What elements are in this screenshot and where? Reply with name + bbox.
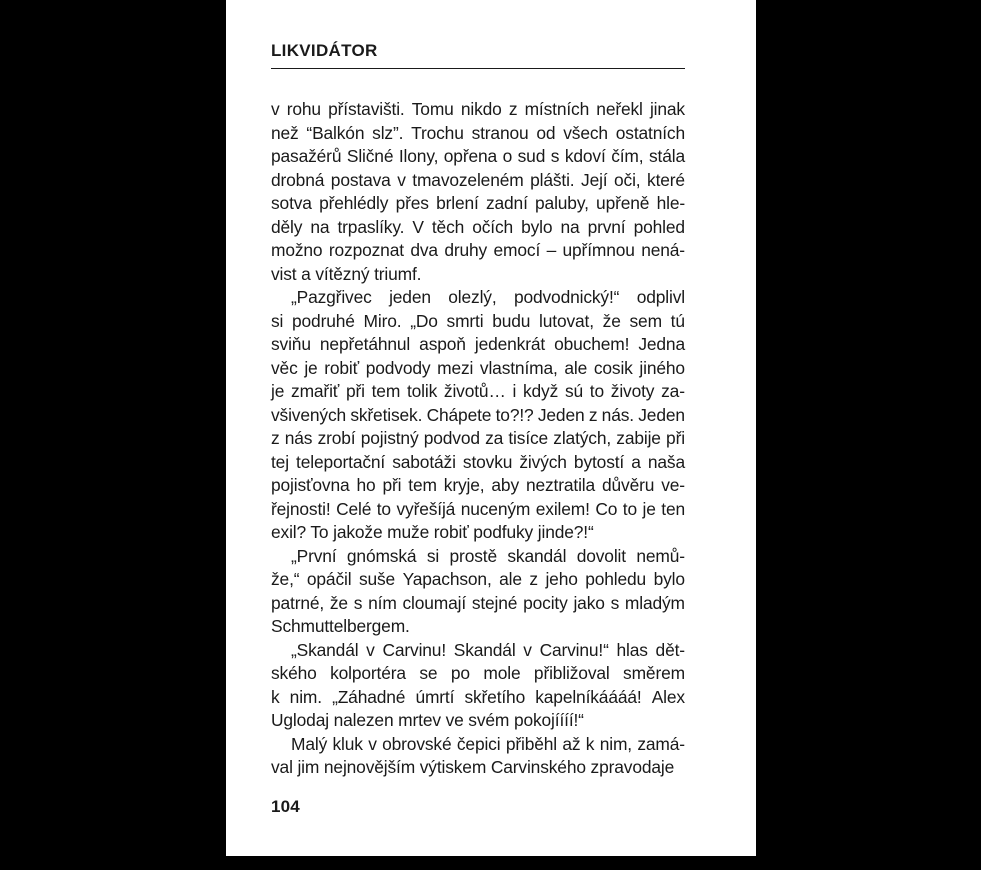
word: tem <box>408 475 437 495</box>
word: „První <box>291 545 337 566</box>
text-line <box>271 169 685 193</box>
word: zadní <box>485 193 528 213</box>
running-head: LIKVIDÁTOR <box>271 41 378 60</box>
word: důvěru <box>601 475 655 495</box>
word: smrti <box>446 310 484 331</box>
word: možno <box>271 240 323 260</box>
word: kryje, <box>443 475 485 495</box>
word: tej <box>271 451 289 472</box>
text-line <box>271 427 685 451</box>
word: přehlédly <box>319 193 389 213</box>
word: pohledu <box>585 569 647 589</box>
word: že <box>329 592 348 613</box>
text-line <box>271 404 685 428</box>
word: to <box>589 381 605 401</box>
word: odplivl <box>636 287 685 307</box>
word: bylo <box>653 569 685 589</box>
word: se <box>419 663 438 683</box>
text-line <box>271 192 685 216</box>
word: ale <box>499 569 522 589</box>
word: Yapachson, <box>402 569 492 589</box>
word: z <box>508 99 518 119</box>
word: upřeně <box>596 193 650 213</box>
book-page <box>226 0 756 856</box>
word: kolportéra <box>330 663 406 683</box>
word: nim. <box>289 686 322 707</box>
word: podvodnický!“ <box>513 287 620 307</box>
text-line <box>271 380 685 404</box>
word: Carvinu! <box>382 639 447 660</box>
word: pasažérů <box>271 146 342 166</box>
word: exilem! <box>535 498 590 519</box>
text-line: exil? To jakože muže robiť podfuky jinde?!“ <box>271 522 594 542</box>
word: Jedna <box>638 334 685 354</box>
word: skandál <box>507 545 567 566</box>
paragraph <box>271 639 685 733</box>
text-line <box>271 122 685 146</box>
word: stovku <box>462 451 513 472</box>
word: mezi <box>437 357 474 378</box>
word: si <box>426 545 440 566</box>
word: obuchem! <box>554 334 630 354</box>
word: ostatních <box>615 122 685 143</box>
word: sud <box>517 146 546 166</box>
word: podvod <box>423 428 480 448</box>
word: Její <box>581 169 608 190</box>
text-line <box>271 662 685 686</box>
word: obrovské <box>382 733 452 754</box>
word: v <box>366 639 375 660</box>
word: aspoň <box>419 334 466 354</box>
word: od <box>536 122 556 143</box>
word: s <box>550 146 560 166</box>
word: tem <box>371 381 401 401</box>
word: neřekl <box>596 99 643 119</box>
word: s <box>353 592 363 613</box>
word: nikdo <box>460 99 502 119</box>
word: opřena <box>443 146 498 166</box>
word: že <box>602 310 621 331</box>
word: čepici <box>456 733 501 754</box>
word: zmařiť <box>291 381 340 401</box>
text-line: Uglodaj nalezen mrtev ve svém pokojíííí!“ <box>271 710 584 730</box>
word: Trochu <box>411 122 464 143</box>
word: Co <box>595 498 618 519</box>
word: přiběhl <box>505 733 557 754</box>
word: pojistný <box>360 428 419 448</box>
word: budu <box>492 310 531 331</box>
word: místních <box>524 99 590 119</box>
word: přibližoval <box>533 663 610 683</box>
word: drobná <box>271 169 325 190</box>
word: pohled <box>633 216 685 237</box>
word: Jeden <box>638 404 685 425</box>
word: jeden <box>389 287 431 307</box>
text-line <box>271 357 685 381</box>
word: bytostí <box>573 451 625 472</box>
word: paluby, <box>535 193 589 213</box>
word: Tomu <box>411 99 454 119</box>
word: ten <box>661 498 685 519</box>
word: je <box>304 357 318 378</box>
word: tolik <box>406 381 438 401</box>
word: nuceným <box>460 498 531 519</box>
word: řejnosti! <box>271 498 331 519</box>
word: „Pazgřivec <box>291 287 372 307</box>
word: mole <box>483 663 521 683</box>
word: zabije <box>616 428 661 448</box>
word: všech <box>563 122 608 143</box>
word: zrobí <box>317 428 356 448</box>
word: při <box>666 428 685 448</box>
word: trpaslíky. <box>337 216 405 237</box>
word: na <box>560 216 580 237</box>
word: naša <box>647 451 685 472</box>
paragraph <box>271 545 685 639</box>
word: lutovat, <box>539 310 594 331</box>
word: jeho <box>545 569 578 589</box>
text-line <box>271 216 685 240</box>
word: druhy <box>444 240 488 260</box>
word: které <box>647 169 685 190</box>
word: opáčil <box>306 569 352 589</box>
word: sotva <box>271 193 312 213</box>
word: upřímnou <box>562 240 635 260</box>
word: v <box>368 733 377 754</box>
word: dovolit <box>576 545 626 566</box>
word: dět- <box>655 639 685 660</box>
word: gnómská <box>346 545 417 566</box>
word: hlas <box>616 639 648 660</box>
word: první <box>587 216 626 237</box>
word: dva <box>410 240 438 260</box>
word: úmrtí <box>415 686 455 707</box>
text-line <box>271 98 685 122</box>
word: si <box>271 310 284 331</box>
word: o <box>502 146 513 166</box>
text-line: Schmuttelbergem. <box>271 616 410 636</box>
word: že,“ <box>271 569 300 589</box>
word: rohu <box>286 99 321 119</box>
word: oči, <box>614 169 641 190</box>
word: bylo <box>521 216 553 237</box>
word: věc <box>271 357 298 378</box>
word: Ilony, <box>398 146 439 166</box>
word: emocí <box>493 240 541 260</box>
text-line <box>271 592 685 616</box>
word: životů… <box>443 381 506 401</box>
word: suše <box>358 569 396 589</box>
word: patrné, <box>271 592 325 613</box>
word: robiť <box>324 357 360 378</box>
word: Skandál <box>453 639 516 660</box>
word: „Do <box>410 310 438 331</box>
word: podruhé <box>292 310 355 331</box>
word: je <box>271 381 285 401</box>
word: stranou <box>471 122 529 143</box>
word: nepřetáhnul <box>319 334 411 354</box>
word: nemů- <box>636 545 685 566</box>
word: stejné <box>471 592 518 613</box>
word: pocity <box>523 592 568 613</box>
word: tisíce <box>508 428 549 448</box>
word: vlastníma, <box>479 357 558 378</box>
word: k <box>271 686 280 707</box>
word: v <box>271 99 280 119</box>
text-line <box>271 310 685 334</box>
text-line <box>271 239 685 263</box>
word: sabotáži <box>392 451 456 472</box>
word: jiného <box>639 357 685 378</box>
word: mladým <box>624 592 685 613</box>
word: „Záhadné <box>332 686 406 707</box>
word: nim, <box>599 733 632 754</box>
word: i <box>512 381 517 401</box>
word: nená- <box>641 240 685 260</box>
word: ale <box>564 357 588 378</box>
text-line <box>271 686 685 710</box>
word: zlatých, <box>553 428 612 448</box>
word: Miro. <box>363 310 402 331</box>
word: až <box>562 733 581 754</box>
word: než <box>271 122 299 143</box>
word: na <box>310 216 330 237</box>
word: životy <box>610 381 655 401</box>
word: jedenkrát <box>474 334 546 354</box>
page-header <box>271 42 685 69</box>
word: když <box>522 381 559 401</box>
text-line <box>271 568 685 592</box>
text-line <box>271 639 685 663</box>
word: tú <box>670 310 685 331</box>
word: po <box>450 663 470 683</box>
text-line <box>271 733 685 757</box>
word: ského <box>271 663 317 683</box>
word: Malý <box>291 733 328 754</box>
word: neztratila <box>525 475 596 495</box>
word: těch <box>431 216 465 237</box>
word: kdoví <box>564 146 606 166</box>
page-body-text <box>271 98 685 780</box>
word: všivených <box>271 404 347 425</box>
word: nás <box>284 428 313 448</box>
word: stála <box>648 146 685 166</box>
word: při <box>382 475 402 495</box>
word: tmavozeleném <box>412 169 524 190</box>
word: z <box>588 404 598 425</box>
word: z <box>271 428 280 448</box>
paragraph <box>271 733 685 780</box>
word: Celé <box>336 498 372 519</box>
text-line <box>271 545 685 569</box>
word: jako <box>573 592 605 613</box>
word: v <box>523 639 532 660</box>
word: “Balkón <box>306 122 365 143</box>
word: „Skandál <box>291 639 359 660</box>
word: prostě <box>449 545 497 566</box>
text-line: vist a vítězný triumf. <box>271 263 422 284</box>
word: kluk <box>332 733 363 754</box>
text-line <box>271 333 685 357</box>
word: postava <box>330 169 391 190</box>
word: Chápete <box>426 404 492 425</box>
word: děly <box>271 216 303 237</box>
word: ním <box>368 592 397 613</box>
word: podvody <box>365 357 431 378</box>
word: přes <box>395 193 429 213</box>
word: sem <box>629 310 662 331</box>
word: a <box>631 451 641 472</box>
word: to <box>622 498 637 519</box>
text-line <box>271 286 685 310</box>
word: to <box>376 498 391 519</box>
word: ho <box>356 475 376 495</box>
text-line <box>271 498 685 522</box>
word: živých <box>519 451 567 472</box>
word: za- <box>661 381 685 401</box>
word: Carvinu!“ <box>539 639 609 660</box>
text-line <box>271 145 685 169</box>
word: Alex <box>651 686 685 707</box>
word: za <box>485 428 504 448</box>
word: skřetího <box>464 686 526 707</box>
word: k <box>585 733 595 754</box>
paragraph <box>271 286 685 545</box>
word: očích <box>472 216 514 237</box>
word: nás. <box>601 404 634 425</box>
word: vyřešíjá <box>396 498 456 519</box>
word: skřetisek. <box>350 404 423 425</box>
word: čím, <box>611 146 644 166</box>
word: to?!? <box>495 404 534 425</box>
word: aby <box>491 475 519 495</box>
word: cloumají <box>402 592 467 613</box>
word: směrem <box>623 663 685 683</box>
paragraph <box>271 98 685 286</box>
word: zamá- <box>637 733 685 754</box>
word: hle- <box>656 193 685 213</box>
word: z <box>529 569 538 589</box>
word: je <box>642 498 656 519</box>
page-number: 104 <box>271 797 300 816</box>
word: – <box>546 240 557 260</box>
word: rozpoznat <box>328 240 404 260</box>
word: přístavišti. <box>328 99 405 119</box>
word: plášti. <box>530 169 575 190</box>
word: Jeden <box>537 404 585 425</box>
word: jinak <box>649 99 685 119</box>
word: v <box>397 169 406 190</box>
word: cosik <box>593 357 633 378</box>
word: při <box>345 381 365 401</box>
word: slz”. <box>372 122 404 143</box>
word: Sličné <box>346 146 394 166</box>
word: sviňu <box>271 334 311 354</box>
word: olezlý, <box>448 287 497 307</box>
text-line <box>271 451 685 475</box>
word: pojisťovna <box>271 475 350 495</box>
text-line: val jim nejnovějším výtiskem Carvinského zpravodaje <box>271 757 675 777</box>
word: brlení <box>436 193 479 213</box>
word: ve- <box>661 475 685 495</box>
word: sú <box>564 381 584 401</box>
word: teleportační <box>296 451 386 472</box>
word: V <box>412 216 424 237</box>
word: kapelníkáááá! <box>535 686 642 707</box>
header-rule-divider <box>271 68 685 70</box>
text-line <box>271 474 685 498</box>
word: s <box>610 592 620 613</box>
